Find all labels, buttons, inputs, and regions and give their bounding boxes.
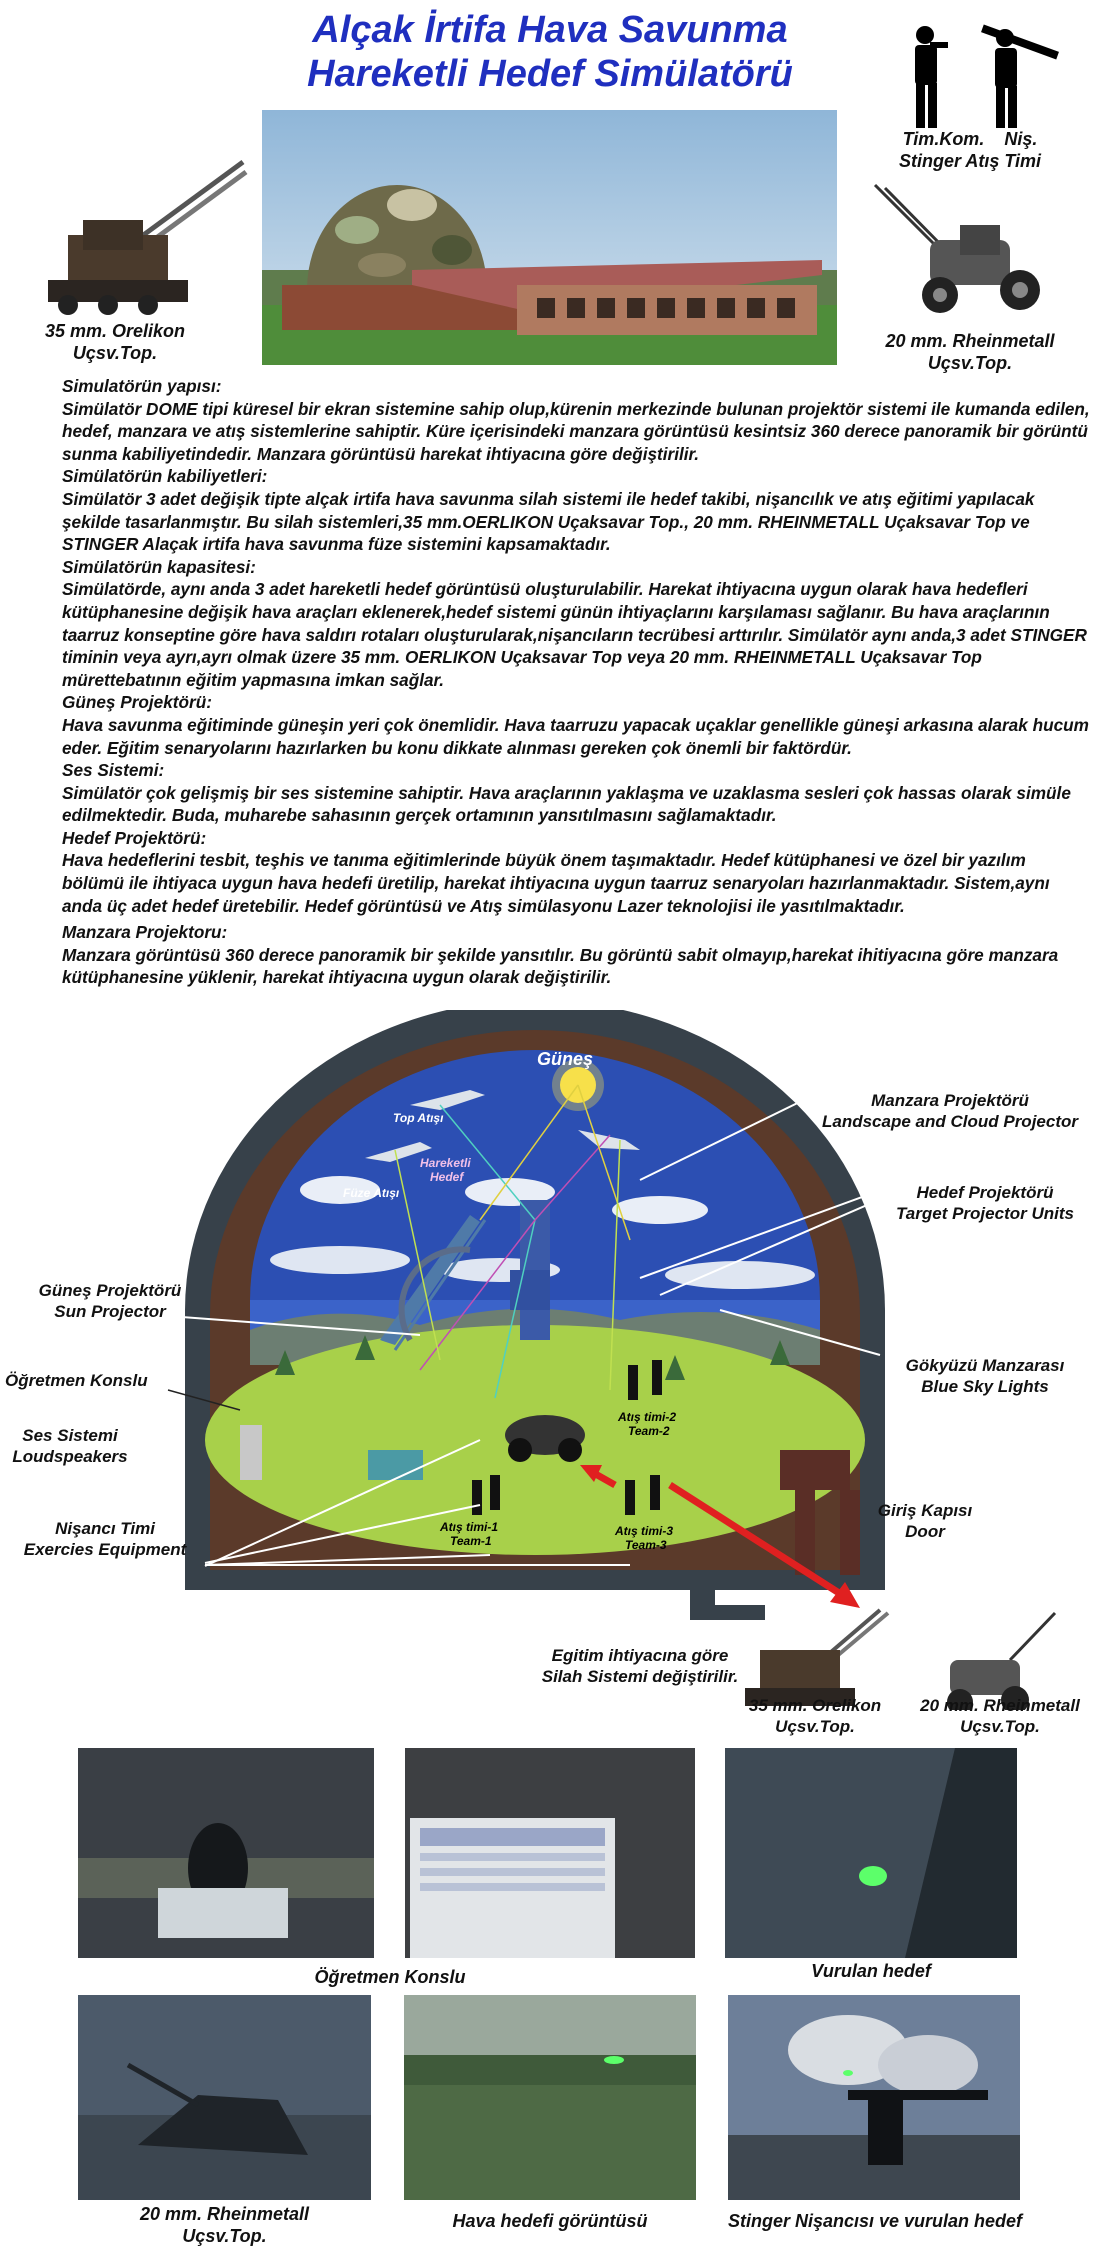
gokyuzu-label: Gökyüzü Manzarası Blue Sky Lights	[905, 1356, 1065, 1396]
section-text: Simülatör DOME tipi küresel bir ekran sistemine sahip olup,kürenin merkezinde bulunan projektör sistemi ile kumanda edilen, hedef, manzara ve atış sistemlerine sahiptir. Küre içerisindeki manzara görüntüsü kesintsiz 360 derece panoramik bir görüntü sunma kabiliyetindedir. Manzara görüntüsü harekat ihtiyacına göre değiştirilir.	[62, 398, 1090, 464]
photo-caption-stinger: Stinger Nişancısı ve vurulan hedef	[727, 2211, 1023, 2231]
section-ses	[62, 759, 1092, 827]
section-text: Hava savunma eğitiminde güneşin yeri çok önemlidir. Hava taarruzu yapacak uçaklar genellikle güneşi arkasına alarak hucum eder. Eğitim senaryolarını hazırlarken bu konu dikkate alınması gereken çok önemli bir faktördür.	[62, 714, 1089, 758]
section-yapisi	[62, 375, 1092, 465]
team2-label-1: Atış timi-2	[618, 1410, 677, 1424]
hareketli-label-2: Hedef	[430, 1170, 464, 1184]
section-heading: Hedef Projektörü:	[62, 827, 207, 848]
section-heading: Güneş Projektörü:	[62, 692, 212, 713]
sun-label: Güneş	[537, 1049, 594, 1069]
dome-diagram	[0, 1010, 1100, 1715]
photo-instructor-console	[78, 1748, 374, 1958]
title-line-1: Alçak İrtifa Hava Savunma	[312, 9, 788, 51]
nisanci-label: Nişancı Timi Exercies Equipment	[23, 1519, 187, 1559]
stinger-team-silhouettes	[880, 20, 1060, 130]
oerlikon-caption: 35 mm. Orelikon Uçsv.Top.	[44, 321, 186, 363]
section-heading: Manzara Projektoru:	[62, 922, 228, 943]
top-atisi-label: Top Atışı	[393, 1111, 444, 1125]
photo-hit-target	[725, 1748, 1017, 1958]
photo-rheinmetall-gun	[78, 1995, 371, 2200]
team2-label-2: Team-2	[628, 1424, 670, 1438]
team1-label-2: Team-1	[450, 1534, 492, 1548]
title-line-2: Hareketli Hedef Simülatörü	[307, 53, 793, 95]
photo-air-target	[404, 1995, 696, 2200]
section-kapasitesi	[62, 556, 1092, 692]
photo-caption-rheinmetall: 20 mm. Rheinmetall Uçsv.Top.	[139, 2204, 310, 2246]
fuze-atisi-label: Füze Atışı	[343, 1186, 400, 1200]
hedef-proj-label: Hedef Projektörü Target Projector Units	[896, 1183, 1074, 1223]
photo-caption-hava-hedefi: Hava hedefi görüntüsü	[452, 2211, 648, 2231]
section-gunes	[62, 691, 1092, 759]
section-hedef	[62, 827, 1092, 917]
team-roles: Tim.Kom. Niş.	[902, 129, 1038, 149]
photo-caption-ogretmen: Öğretmen Konslu	[314, 1967, 466, 1987]
diagram-oerlikon-label-2: Uçsv.Top.	[775, 1717, 855, 1736]
stinger-team-caption	[875, 128, 1065, 172]
section-heading: Ses Sistemi:	[62, 760, 165, 781]
egitim-label: Egitim ihtiyacına göre Silah Sistemi değiştirilir.	[541, 1646, 739, 1686]
team3-label-2: Team-3	[625, 1538, 667, 1552]
team3-label-1: Atış timi-3	[615, 1524, 674, 1538]
section-text: Simülatör çok gelişmiş bir ses sistemine sahiptir. Hava araçlarının yaklaşma ve uzaklasma sesleri çok hassas olarak simüle edilmektedir. Buda, muharebe sahasının gerçek ortamının yansıtılmasını sağlamaktadır.	[62, 782, 1071, 826]
section-heading: Simülatörün kabiliyetleri:	[62, 466, 268, 487]
giris-label: Giriş Kapısı Door	[877, 1501, 973, 1541]
section-text: Simülatörde, aynı anda 3 adet hareketli hedef görüntüsü oluşturulabilir. Harekat ihtiyacına uygun olarak hava hedefleri kütüphanesine değişik hava araçları eklenerek,hedef sistemi günün ihtiyaçlarını karşılaması sağlanır. Bu hava araçlarının taarruz konseptine göre hava saldırı rotaları oluşturularak,nişancıların tecrübesi arttırılır. Simülatör aynı anda,3 adet STINGER timinin veya ayrı,ayrı olmak üzere 35 mm. OERLIKON Uçaksavar Top veya 20 mm. RHEINMETALL Uçaksavar Top mürettebatının eğitim yapmasına imkan sağlar.	[62, 579, 1087, 690]
gunes-proj-label: Güneş Projektörü Sun Projector	[38, 1281, 182, 1321]
diagram-oerlikon-label: 35 mm. Orelikon	[748, 1696, 882, 1715]
section-kabiliyetleri	[62, 465, 1092, 555]
diagram-rheinmetall-label: 20 mm. Rheinmetall	[920, 1696, 1080, 1715]
ogretmen-label: Öğretmen Konslu	[5, 1371, 148, 1390]
section-heading: Simülatörün kapasitesi:	[62, 556, 256, 577]
section-text: Hava hedeflerini tesbit, teşhis ve tanıma eğitimlerinde büyük önem taşımaktadır. Hedef kütüphanesi ve özel bir yazılım bölümü ile ihtiyaca uygun hava hedefi üretilip, harekat ihtiyacına uygun taarruz senaryoları hazırlanmaktadır. Sistem,aynı anda üç adet hedef üretebilir. Hedef görüntüsü ve Atış simülasyonu Lazer teknolojisi ile yasıtılmaktadır.	[62, 850, 1050, 916]
photo-caption-vurulan: Vurulan hedef	[811, 1961, 931, 1981]
ses-label: Ses Sistemi Loudspeakers	[12, 1426, 128, 1466]
photo-stinger-gunner	[728, 1995, 1020, 2200]
section-text: Manzara görüntüsü 360 derece panoramik bir şekilde yansıtılır. Bu görüntü sabit olmayıp,harekat ihitiyacına göre manzara kütüphanesine yüklenir, harekat ihtiyacına uygun olarak değiştirilir.	[62, 944, 1059, 988]
manzara-label: Manzara Projektörü Landscape and Cloud Projector	[822, 1091, 1078, 1131]
dome-building-photo	[262, 110, 837, 365]
description-text	[62, 375, 1092, 989]
rheinmetall-gun-image	[870, 180, 1060, 320]
section-text: Simülatör 3 adet değişik tipte alçak irtifa hava savunma silah sistemi ile hedef takibi, nişancılık ve atış eğitimi yapılacak şekilde tasarlanmıştır. Bu silah sistemleri,35 mm.OERLIKON Uçaksavar Top., 20 mm. RHEINMETALL Uçaksavar Top ve STINGER Alaçak irtifa hava savunma füze sistemini kapsamaktadır.	[62, 488, 1035, 555]
section-heading: Simulatörün yapısı:	[62, 376, 222, 396]
photo-console-screen	[405, 1748, 695, 1958]
hareketli-label-1: Hareketli	[420, 1156, 471, 1170]
rheinmetall-caption: 20 mm. Rheinmetall Uçsv.Top.	[885, 331, 1055, 373]
team1-label-1: Atış timi-1	[440, 1520, 499, 1534]
section-manzara	[62, 921, 1092, 989]
diagram-rheinmetall-label-2: Uçsv.Top.	[960, 1717, 1040, 1736]
team-name: Stinger Atış Timi	[898, 151, 1042, 171]
oerlikon-gun-image	[28, 150, 248, 320]
